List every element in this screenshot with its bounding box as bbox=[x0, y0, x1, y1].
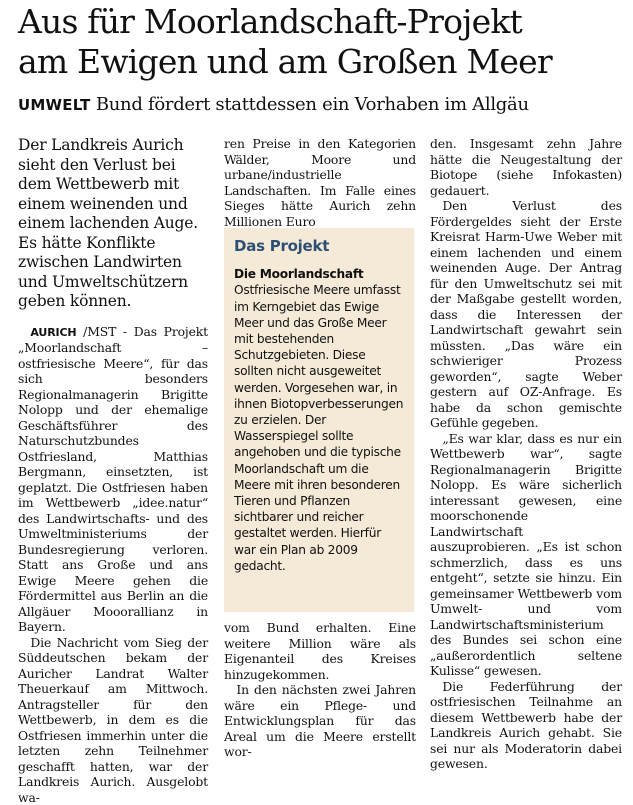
teaser: Der Landkreis Aurich sieht den Verlust bei dem Wettbewerb mit einem weinenden und einem lachenden Auge. Es hätte Konflikte zwischen Landwirten und Umweltschützern geben können. bbox=[18, 136, 208, 312]
col3-paragraph-3: „Es war klar, dass es nur ein Wettbewerb war“, sagte Regionalmanagerin Brigitte Nolopp. Es wäre sicherlich interessant gewesen, eine moorschonende Landwirtschaft auszuprobieren. „Es ist schon schmerzlich, dass es uns entgeht“, setzte sie hinzu. Ein gemeinsamer Wettbewerb vom Umwelt- und vom Landwirtschaftsministerium des Bundes sei schon eine „außerordentlich seltene Kulisse“ gewesen. bbox=[430, 431, 622, 679]
col2-paragraph-1: vom Bund erhalten. Eine weitere Million wäre als Eigenanteil des Kreises hinzugekommen. bbox=[224, 620, 416, 682]
col3-paragraph-2: Den Verlust des Fördergeldes sieht der Erste Kreisrat Harm-Uwe Weber mit einem lachenden und einem weinenden Auge. Der Antrag für den Umweltschutz sei mit der Maßgabe gestellt worden, dass die Interessen der Landwirtschaft gewahrt sein müssten. „Das wäre ein schwieriger Prozess geworden“, sagte Weber gestern auf OZ-Anfrage. Es habe da schon gemischte Gefühle gegeben. bbox=[430, 198, 622, 431]
col3-paragraph-1: den. Insgesamt zehn Jahre hätte die Neugestaltung der Biotope (siehe Infokasten) gedauert. bbox=[430, 136, 622, 198]
column-3 bbox=[430, 136, 622, 772]
col2-paragraph-top: ren Preise in den Kategorien Wälder, Moore und urbane/industrielle Landschaften. Im Falle eines Sieges hätte Aurich zehn Millionen Euro bbox=[224, 136, 416, 229]
kicker: UMWELT bbox=[18, 96, 90, 114]
info-box-lead: Die Moorlandschaft bbox=[234, 267, 364, 281]
col1-paragraph-1 bbox=[18, 324, 208, 635]
subheadline bbox=[18, 94, 623, 116]
info-box-title: Das Projekt bbox=[234, 238, 404, 254]
headline-line-1: Aus für Moorlandschaft-Projekt bbox=[18, 2, 522, 41]
headline-line-2: am Ewigen und am Großen Meer bbox=[18, 42, 552, 81]
info-box-text: Ostfriesische Meere umfasst im Kerngebiet das Ewige Meer und das Große Meer mit bestehenden Schutzgebieten. Diese sollten nicht ausgeweitet werden. Vorgesehen war, in ihnen Biotopverbesserungen zu erzielen. Der Wasserspiegel sollte angehoben und die typische Moorlandschaft um die Meere mit ihren besonderen Tieren und Pflanzen sichtbarer und reicher gestaltet werden. Hierfür war ein Plan ab 2009 gedacht. bbox=[234, 283, 403, 572]
info-box-body bbox=[234, 266, 404, 574]
info-box bbox=[224, 228, 414, 612]
col2-paragraph-2: In den nächsten zwei Jahren wäre ein Pflege- und Entwicklungsplan für das Areal um die Meere erstellt wor- bbox=[224, 682, 416, 760]
column-1 bbox=[18, 136, 208, 805]
col1-paragraph-2: Die Nachricht vom Sieg der Süddeutschen bekam der Auricher Landrat Walter Theuerkauf am Mittwoch. Antragsteller für den Wettbewerb, in dem es die Ostfriesen immerhin unter die letzten zehn Teilnehmer geschafft hatten, war der Landkreis Aurich. Ausgelobt wa- bbox=[18, 635, 208, 805]
headline bbox=[18, 2, 623, 82]
column-2-top bbox=[224, 136, 416, 229]
subheadline-text: Bund fördert stattdessen ein Vorhaben im Allgäu bbox=[96, 94, 529, 115]
col3-paragraph-4: Die Federführung der ostfriesischen Teilnahme an diesem Wettbewerb habe der Landkreis Aurich gehabt. Sie sei nur als Moderatorin dabei gewesen. bbox=[430, 679, 622, 772]
column-2-bottom bbox=[224, 620, 416, 760]
col1-paragraph-1-text: /MST - Das Projekt „Moorlandschaft – ostfriesische Meere“, für das sich besonders Regionalmanagerin Brigitte Nolopp und der ehemalige Geschäftsführer des Naturschutzbundes Ostfriesland, Matthias Bergmann, einsetzten, ist geplatzt. Die Ostfriesen haben im Wettbewerb „idee.natur“ des Landwirtschafts- und des Umweltministeriums der Bundesregierung verloren. Statt ans Große und ans Ewige Meere gehen die Fördermittel aus Berlin an die Allgäuer Mooorallianz in Bayern. bbox=[18, 324, 208, 635]
dateline: AURICH bbox=[30, 326, 76, 339]
